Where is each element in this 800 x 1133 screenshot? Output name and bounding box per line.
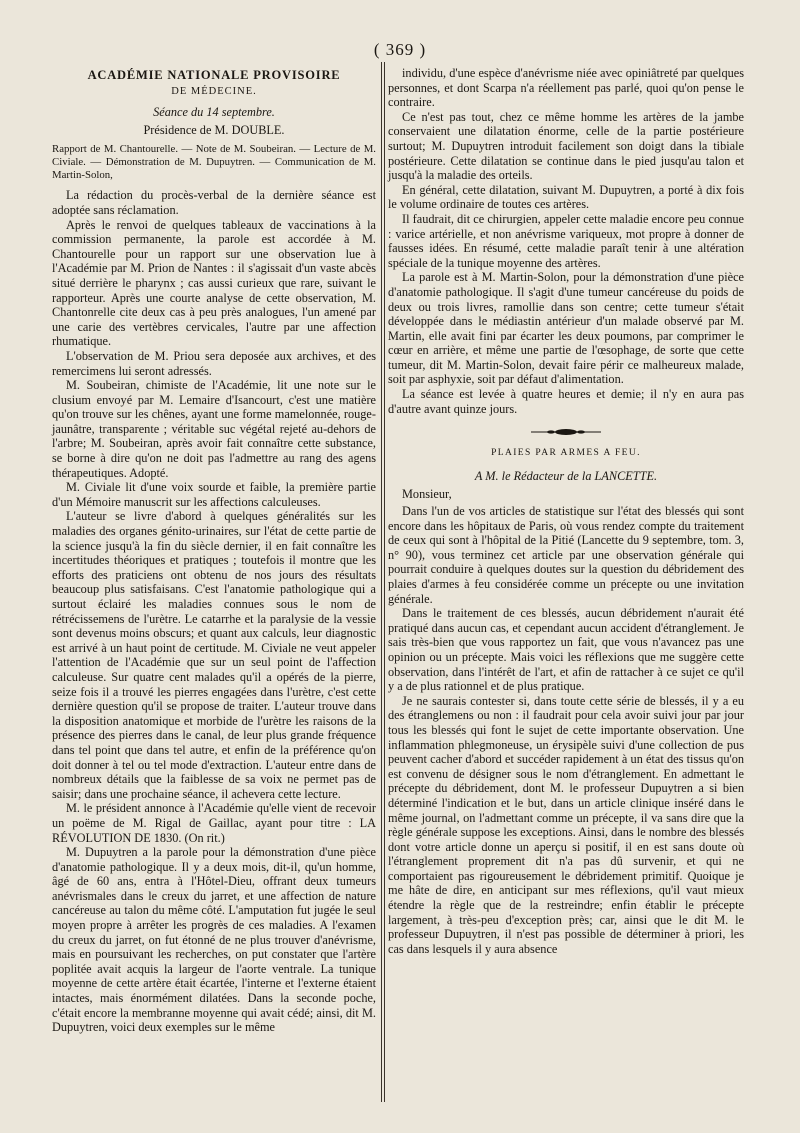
paragraph: L'auteur se livre d'abord à quelques généralités sur les maladies des organes génito-urinaires, sur l'état de cette partie de la science jusqu'à la fin du siècle dernier, il en fait connaître les incertitudes théoriques et pratiques ; toutefois il montre que les efforts des praticiens ont obtenu de nos jours des résultats beaucoup plus satisfaisans. C'est l'anatomie pathologique qui a surtout éclairé les maladies connues sous le nom de rétrécissemens de l'urètre. Le catarrhe et la paralysie de la vessie sont devenus moins obscurs; et quant aux calculs, leur diagnostic est arrivé à un haut point de certitude. M. Civiale ne veut appeler l'attention de l'Académie que sur un seul point de l'affection calculeuse. Sur quatre cent malades qu'il a opérés de la pierre, seize fois il a trouvé les pierres engagées dans l'urètre, c'est cette dernière question qu'il se propose de traiter. L'auteur trouve dans la disposition anatomique et morbide de l'urètre les raisons de la présence des pierres dans le canal, de leur plus grande fréquence dans tel point que dans tel autre, et enfin de la préférence qu'on doit donner à tel ou tel mode d'extraction. L'auteur entre dans de nombreux détails que la faiblesse de sa voix ne permet pas de saisir; dans une prochaine séance, il achevera cette lecture. (52, 509, 376, 801)
academy-subheading: DE MÉDECINE. (171, 85, 257, 97)
paragraph: M. Dupuytren a la parole pour la démonstration d'une pièce d'anatomie pathologique. Il y a deux mois, dit-il, qu'un homme, âgé de 60 ans, entra à l'Hôtel-Dieu, offrant deux tumeurs anévrismales dans le creux du jarret, et une affection de nature cancéreuse au talon du même côté. L'amputation fut jugée le seul moyen propre à arrêter les progrès de ces maladies. A l'examen du creux du jarret, on fut étonné de ne plus trouver d'anévrisme, mais en poursuivant les recherches, on put constater que l'artère poplitée avait acquis la largeur de l'aorte ventrale. La tunique moyenne de cette artère était écartée, l'interne et l'externe étaient intactes, mais énormément dilatées. Dans la seconde poche, c'était encore la membranne moyenne qui avait cédé; ainsi, dit M. Dupuytren, voici deux exemples sur le même (52, 845, 376, 1035)
left-column (52, 66, 376, 1035)
page-number: ( 369 ) (373, 40, 427, 59)
paragraph: Ce n'est pas tout, chez ce même homme les artères de la jambe conservaient une dilatation énorme, celle de la partie postérieure surtout; M. Dupuytren introduit facilement son doigt dans la tibiale postérieure. Cette dilatation se continue dans le pied jusqu'au talon et jusqu'à la maladie des orteils. (388, 109, 744, 183)
presidency: Présidence de M. DOUBLE. (143, 122, 285, 137)
paragraph: La séance est levée à quatre heures et demie; il n'y en aura pas d'autre avant quinze jours. (388, 387, 744, 416)
paragraph: Après le renvoi de quelques tableaux de vaccinations à la commission permanente, la parole est accordée à M. Chantourelle pour un rapport sur une observation lue à l'Académie par M. Prion de Nantes : il s'agissait d'un vaste abcès situé derrière le pharynx ; cas aussi curieux que rare, suivant le rapporteur. Après une courte analyse de cette observation, M. Chantonrelle cite deux cas à peu près analogues, l'un amené par une carie des vertèbres cervicales, l'autre par une affection rhumatique. (52, 217, 376, 349)
paragraph: M. Soubeiran, chimiste de l'Académie, lit une note sur le clusium envoyé par M. Lemaire d'Isancourt, c'est une matière qu'on trouve sur les chênes, ayant une forme mamelonnée, rouge-jaunâtre, transparente ; véritable suc végétal rejeté au-dehors de l'arbre; M. Soubeiran, après avoir fait connaître cette substance, se borne à dire qu'on ne doit pas l'admettre au rang des agens thérapeutiques. Adopté. (52, 378, 376, 480)
paragraph: L'observation de M. Priou sera deposée aux archives, et des remercimens lui seront adressés. (52, 348, 376, 378)
paragraph: La parole est à M. Martin-Solon, pour la démonstration d'une pièce d'anatomie pathologique. Il s'agit d'une tumeur cancéreuse du poids de deux ou trois livres, ramollie dans son centre; cette tumeur s'était développée dans le médiastin antérieur d'un malade observé par M. Martin, elle avait fini par écarter les deux poumons, par comprimer le cœur en arrière, et même une partie de l'œsophage, de sorte que cette tumeur, dit M. Martin-Solon, devait faire périr ce malheureux malade, soit par asphyxie, soit par défaut d'alimentation. (388, 270, 744, 387)
session-summary: Rapport de M. Chantourelle. — Note de M. Soubeiran. — Lecture de M. Civiale. — Démonstration de M. Dupuytren. — Communication de M. Martin-Solon, (52, 143, 376, 182)
paragraph: individu, d'une espèce d'anévrisme niée avec opiniâtreté par quelques personnes, et dont Scarpa n'a réellement pas parlé, quoi qu'on pense le contraire. (388, 66, 744, 110)
ornament-divider (531, 428, 601, 436)
column-rule-inner (384, 62, 385, 1102)
paragraph: Il faudrait, dit ce chirurgien, appeler cette maladie encore peu connue : varice artérielle, et non anévrisme variqueux, mot propre à donner de fausses idées. En résumé, cette maladie paraît tenir à une altération spéciale de la tunique moyenne des artères. (388, 211, 744, 270)
letter-address: A M. le Rédacteur de la LANCETTE. (474, 468, 658, 483)
academy-heading: ACADÉMIE NATIONALE PROVISOIRE (87, 68, 341, 82)
paragraph: M. Civiale lit d'une voix sourde et faible, la première partie d'un Mémoire manuscrit sur les affections calculeuses. (52, 480, 376, 509)
column-rule (381, 62, 382, 1102)
right-column (388, 66, 744, 956)
paragraph: La rédaction du procès-verbal de la dernière séance est adoptée sans réclamation. (52, 188, 376, 217)
letter-salutation: Monsieur, (402, 487, 452, 502)
section-heading: PLAIES PAR ARMES A FEU. (491, 448, 641, 459)
paragraph: Je ne saurais contester si, dans toute cette série de blessés, il y a eu des étranglemens ou non : il faudrait pour cela avoir suivi jour par jour tous les blessés qui font le sujet de cette importante observation. Une inflammation phlegmoneuse, un érysipèle suivi d'une collection de pus peuvent cacher d'abord et succéder rapidement à un état des tissus qu'on est convenu de désigner sous le nom d'étranglement. En admettant le précepte du débridement, dont M. le professeur Dupuytren a si bien déterminé l'indication et le but, dans un article clinique inséré dans le même journal, on l'admettant comme un précepte, il va sans dire que la règle générale suppose les exceptions. Ainsi, dans le nombre des blessés dont votre article donne un aperçu si positif, il en est sans doute où l'étranglement proprement dit n'a pas dû survenir, et qui ne comportaient pas rigoureusement le débridement primitif. Quoique je me hâte de dire, en anticipant sur mes réflexions, qu'il vaut mieux étendre la règle que de la restreindre; enfin établir le précepte largement, à très-peu d'exception près; car, ainsi que le dit M. le professeur Dupuytren, il n'est pas possible de déterminer à priori, les cas dans lesquels il y aura absence (388, 693, 744, 956)
session-date: Séance du 14 septembre. (153, 105, 275, 120)
paragraph: M. le président annonce à l'Académie qu'elle vient de recevoir un poëme de M. Rigal de Gaillac, ayant pour titre : LA RÉVOLUTION DE 1830. (On rit.) (52, 801, 376, 845)
paragraph: Dans l'un de vos articles de statistique sur l'état des blessés qui sont encore dans les hôpitaux de Paris, où vous rendez compte du traitement de ceux qui sont à l'hôpital de la Pitié (Lancette du 9 septembre, tom. 3, n° 90), vous terminez cet article par une observation générale qui pourrait conduire à quelques doutes sur la question du débridement des plaies d'armes à feu considérée comme un précepte ou une invitation générale. (388, 504, 744, 606)
paragraph: Dans le traitement de ces blessés, aucun débridement n'aurait été pratiqué dans aucun cas, et cependant aucun accident d'étranglement. Je sais très-bien que vous rapportez un fait, que vous n'avancez pas une opinion ou un précepte. Mais voici les réflexions que me suggère cette observation, dans l'intérêt de l'art, et afin de rattacher à ce sujet ce qu'il y a de plus rationnel et de plus pratique. (388, 606, 744, 694)
paragraph: En général, cette dilatation, suivant M. Dupuytren, a porté à dix fois le volume ordinaire de toutes ces artères. (388, 182, 744, 212)
